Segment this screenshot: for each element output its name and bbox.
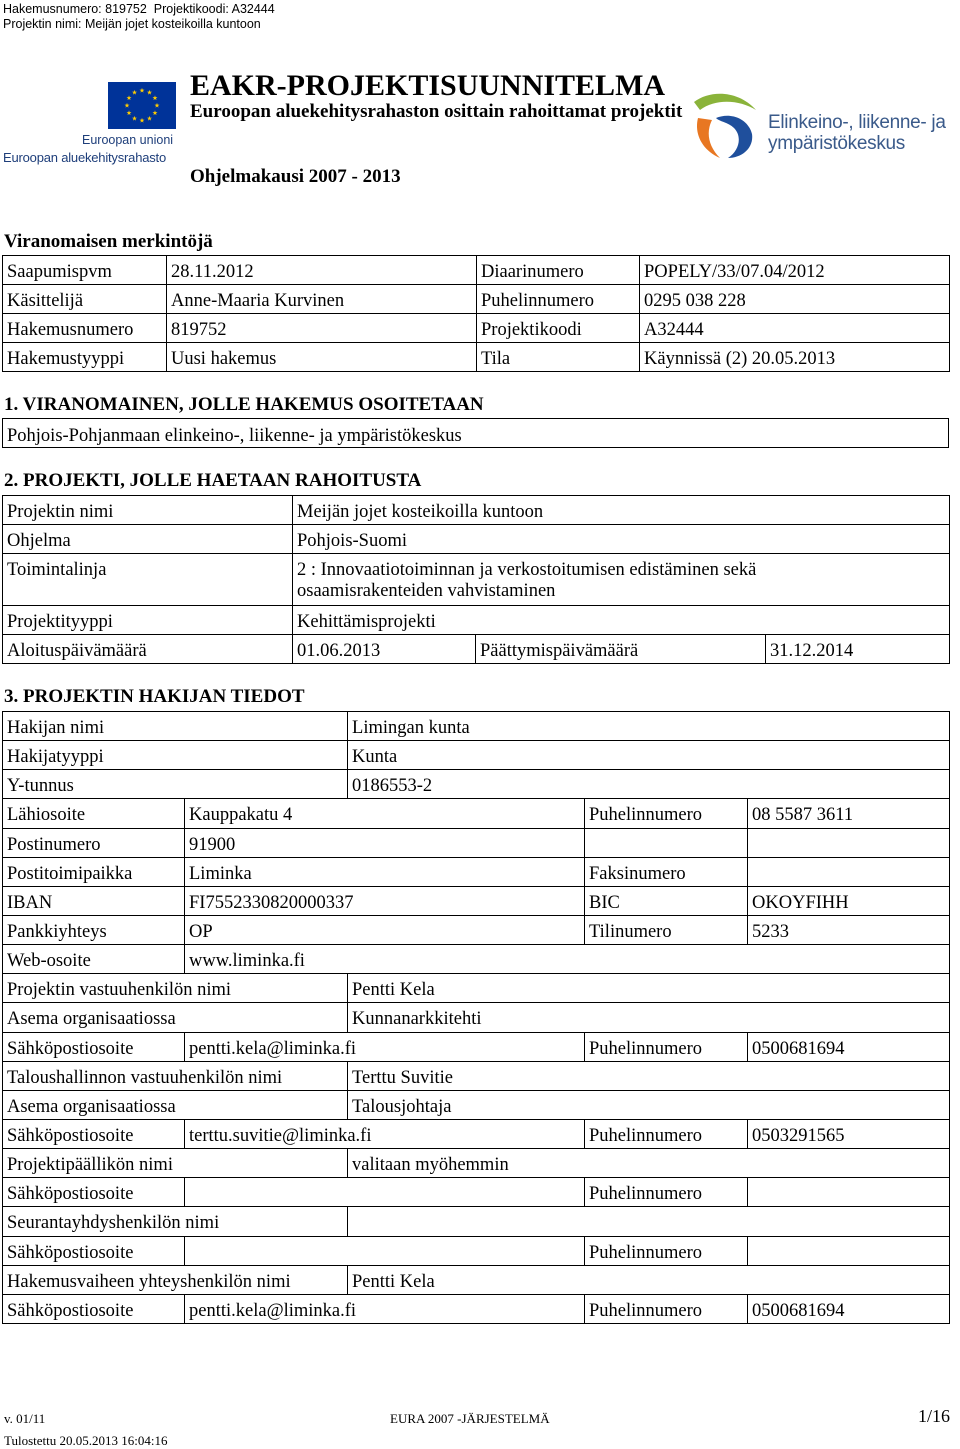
ely-logo-blue-shape [716,116,752,158]
field-label: Pankkiyhteys [3,915,185,944]
field-label: Ohjelma [3,525,293,554]
field-value: Anne-Maaria Kurvinen [167,285,477,314]
field-label: Puhelinnumero [585,1032,748,1061]
contact-row [3,1265,950,1294]
field-label: Saapumispvm [3,256,167,285]
contact-row [3,1003,950,1032]
field-value: Liminka [185,857,585,886]
field-label: Projektipäällikön nimi [3,1149,348,1178]
authority-table [2,255,950,372]
field-value: Uusi hakemus [167,343,477,372]
field-label: Projektin vastuuhenkilön nimi [3,974,348,1003]
field-label: Puhelinnumero [585,1236,748,1265]
field-value: Kunnanarkkitehti [348,1003,950,1032]
field-value-line: 2 : Innovaatiotoiminnan ja verkostoitumisen edistäminen sekä [297,560,757,580]
contact-row [3,1178,950,1207]
applicant-row [3,828,950,857]
section2-heading: 2. PROJEKTI, JOLLE HAETAAN RAHOITUSTA [4,470,422,491]
project-row [3,554,950,606]
field-value-line: osaamisrakenteiden vahvistaminen [297,581,556,601]
field-label: Asema organisaatiossa [3,1090,348,1119]
field-label: Puhelinnumero [585,1119,748,1148]
document-title: EAKR-PROJEKTISUUNNITELMA [190,69,666,102]
project-row [3,606,950,635]
eu-fund-logo-text: Euroopan aluekehitysrahasto [3,150,166,165]
field-label: Tila [477,343,640,372]
field-value: 0503291565 [748,1119,950,1148]
contact-row [3,1090,950,1119]
field-label: Y-tunnus [3,770,348,799]
contact-row [3,1032,950,1061]
field-label: Puhelinnumero [585,1294,748,1323]
field-value: POPELY/33/07.04/2012 [640,256,950,285]
ely-centre-logo-text [768,112,946,154]
footer-print-date: Tulostettu 20.05.2013 16:04:16 [4,1433,168,1448]
field-value [348,1207,950,1236]
field-value: OKOYFIHH [748,886,950,915]
document-subtitle: Euroopan aluekehitysrahaston osittain rahoittamat projektit [190,101,683,122]
field-value: pentti.kela@liminka.fi [185,1294,585,1323]
field-value: 0186553-2 [348,770,950,799]
field-value: www.liminka.fi [185,945,950,974]
field-value: OP [185,915,585,944]
field-value [748,857,950,886]
contact-row [3,1061,950,1090]
applicant-table [2,711,950,1324]
field-label: Sähköpostiosoite [3,1032,185,1061]
ely-logo-text-line2: ympäristökeskus [768,133,905,154]
authority-row [3,314,950,343]
field-value: Kehittämisprojekti [293,606,950,635]
field-label: Web-osoite [3,945,185,974]
field-value: 0295 038 228 [640,285,950,314]
eu-flag-icon [108,82,176,129]
field-label: BIC [585,886,748,915]
field-label: Puhelinnumero [585,799,748,828]
field-value: 28.11.2012 [167,256,477,285]
applicant-row [3,799,950,828]
field-value: 31.12.2014 [766,635,950,664]
eu-logo-text: Euroopan unioni [82,133,174,147]
field-value [748,828,950,857]
authority-row [3,285,950,314]
field-value: Kauppakatu 4 [185,799,585,828]
field-value [185,1236,585,1265]
field-label: Aloituspäivämäärä [3,635,293,664]
authority-row [3,256,950,285]
field-value: Pentti Kela [348,974,950,1003]
field-value: Kunta [348,741,950,770]
field-value: 819752 [167,314,477,343]
field-label: Sähköpostiosoite [3,1236,185,1265]
authority-name-value: Pohjois-Pohjanmaan elinkeino-, liikenne- ja ympäristökeskus [3,419,949,448]
applicant-row [3,915,950,944]
field-value: Meijän jojet kosteikoilla kuntoon [293,496,950,525]
field-label: Taloushallinnon vastuuhenkilön nimi [3,1061,348,1090]
applicant-row [3,770,950,799]
applicant-row [3,886,950,915]
field-value: Käynnissä (2) 20.05.2013 [640,343,950,372]
field-label: Puhelinnumero [477,285,640,314]
field-label: Hakemusnumero [3,314,167,343]
ely-logo-orange-arc [697,118,720,158]
field-value [293,554,950,606]
field-value: Talousjohtaja [348,1090,950,1119]
field-label: Seurantayhdyshenkilön nimi [3,1207,348,1236]
field-label: Postinumero [3,828,185,857]
contact-row [3,1294,950,1323]
field-value: 5233 [748,915,950,944]
field-label: IBAN [3,886,185,915]
field-value: FI7552330820000337 [185,886,585,915]
authority-heading: Viranomaisen merkintöjä [4,231,213,252]
field-label: Hakemusvaiheen yhteyshenkilön nimi [3,1265,348,1294]
field-value: Limingan kunta [348,712,950,741]
section1-table [2,418,949,448]
field-label: Sähköpostiosoite [3,1119,185,1148]
project-row [3,525,950,554]
field-value: Pohjois-Suomi [293,525,950,554]
project-row [3,496,950,525]
field-label: Sähköpostiosoite [3,1294,185,1323]
field-value: Pentti Kela [348,1265,950,1294]
applicant-row [3,857,950,886]
field-value: 0500681694 [748,1294,950,1323]
field-label: Projektikoodi [477,314,640,343]
field-label: Asema organisaatiossa [3,1003,348,1032]
header-application-number: Hakemusnumero: 819752 Projektikoodi: A32444 [3,2,275,16]
field-label: Puhelinnumero [585,1178,748,1207]
field-value: 08 5587 3611 [748,799,950,828]
field-value: 91900 [185,828,585,857]
section3-heading: 3. PROJEKTIN HAKIJAN TIEDOT [4,686,305,707]
ely-centre-logo-icon [690,88,760,160]
field-value: pentti.kela@liminka.fi [185,1032,585,1061]
field-value [185,1178,585,1207]
applicant-row [3,741,950,770]
field-value: Terttu Suvitie [348,1061,950,1090]
field-value: terttu.suvitie@liminka.fi [185,1119,585,1148]
contact-row [3,1149,950,1178]
document-header [3,2,275,32]
contact-row [3,1119,950,1148]
field-label: Diaarinumero [477,256,640,285]
field-label [585,828,748,857]
field-value: 01.06.2013 [293,635,476,664]
field-label: Faksinumero [585,857,748,886]
ely-logo-text-line1: Elinkeino-, liikenne- ja [768,112,946,133]
footer-system: EURA 2007 -JÄRJESTELMÄ [390,1411,550,1426]
footer-version: v. 01/11 [4,1411,46,1426]
field-label: Hakijan nimi [3,712,348,741]
field-value [748,1236,950,1265]
field-label: Sähköpostiosoite [3,1178,185,1207]
ely-logo-green-arc [694,94,756,110]
field-label: Postitoimipaikka [3,857,185,886]
field-label: Tilinumero [585,915,748,944]
section1-heading: 1. VIRANOMAINEN, JOLLE HAKEMUS OSOITETAAN [4,394,484,415]
field-value [748,1178,950,1207]
section2-table [2,495,950,635]
footer-page-number: 1/16 [918,1406,951,1426]
field-label: Lähiosoite [3,799,185,828]
applicant-row [3,945,950,974]
field-label: Projektin nimi [3,496,293,525]
field-label: Projektityyppi [3,606,293,635]
authority-row [3,343,950,372]
field-label: Hakemustyyppi [3,343,167,372]
field-label: Hakijatyyppi [3,741,348,770]
project-dates-row [3,635,950,664]
section2-dates-table [2,634,950,664]
contact-row [3,1207,950,1236]
field-label: Käsittelijä [3,285,167,314]
contact-row [3,1236,950,1265]
applicant-row [3,712,950,741]
contact-row [3,974,950,1003]
field-value: A32444 [640,314,950,343]
field-value: valitaan myöhemmin [348,1149,950,1178]
program-period: Ohjelmakausi 2007 - 2013 [190,166,401,187]
header-project-name: Projektin nimi: Meijän jojet kosteikoilla kuntoon [3,17,261,31]
field-label: Toimintalinja [3,554,293,606]
field-value: 0500681694 [748,1032,950,1061]
field-label: Päättymispäivämäärä [476,635,766,664]
